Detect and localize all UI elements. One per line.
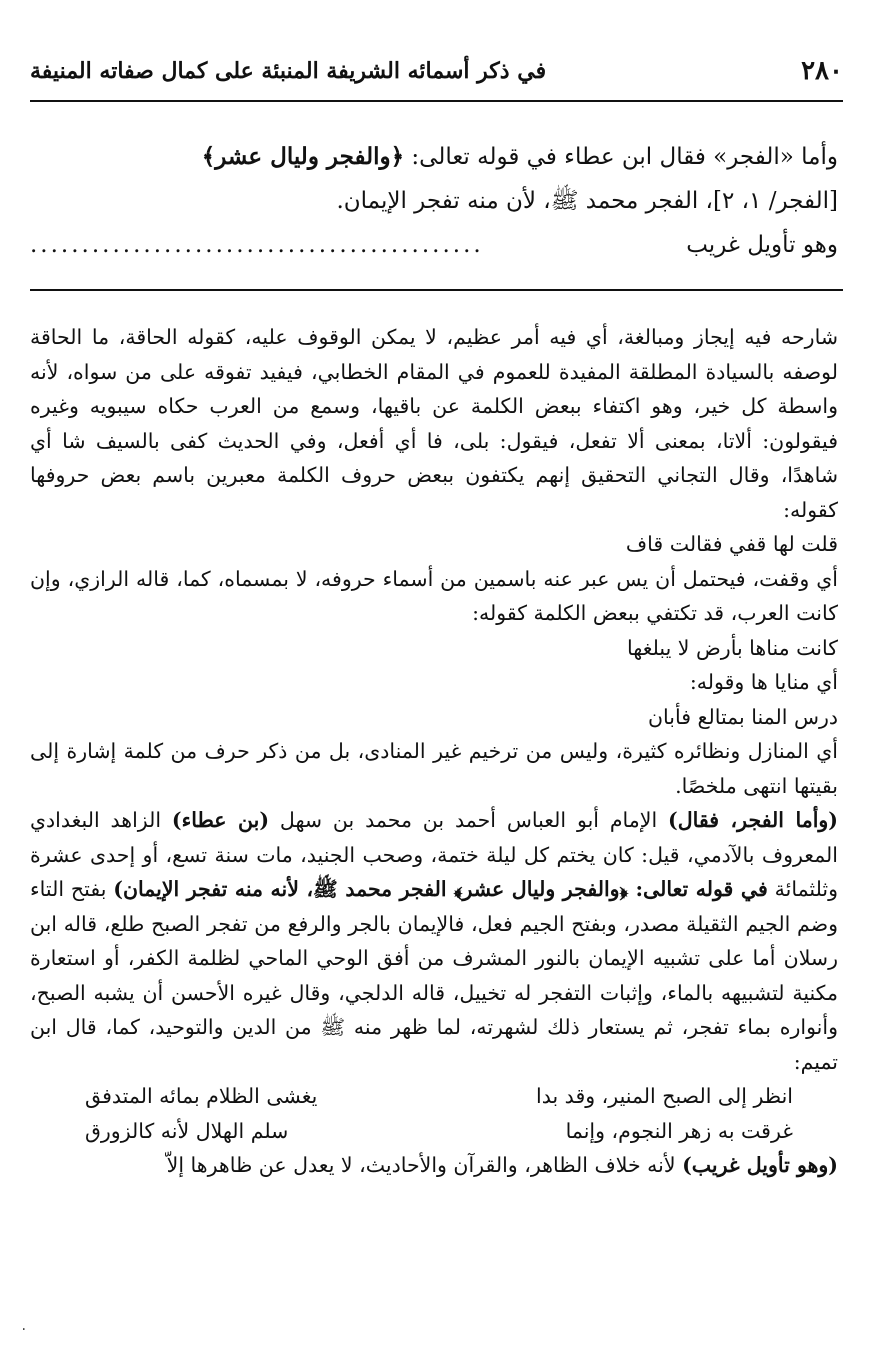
- poetry-verse: كانت مناها بأرض لا يبلغها: [627, 635, 838, 660]
- commentary-text: الإمام أبو العباس أحمد بن محمد بن سهل: [269, 808, 669, 832]
- commentary-paragraph: [30, 1148, 838, 1183]
- matn-line-2: [الفجر/ ١، ٢]، الفجر محمد ﷺ، لأن منه تفجر الإيمان.: [336, 188, 838, 214]
- poetry-verse: درس المنا بمتالع فأبان: [647, 704, 838, 729]
- separator-rule: [30, 289, 843, 291]
- commentary-text: بفتح التاء وضم الجيم الثقيلة مصدر، وبفتح الجيم فعل، فالإيمان بالجر والرفع من تفجر الصبح طلع، قاله ابن رسلان أما على تشبيه الإيمان بالنور المشرف من أفق الوحي الماحي لظلمة الكفر، أو استعارة مكنية لتشبيهه بالماء، وإثبات التفجر له تخييل، قاله الدلجي، وقال غيره الأحسن أن يشبه الصبح، وأنواره بماء تفجر، ثم يستعار ذلك لشهرته، لما ظهر منه ﷺ من الدين والتوحيد، كما، قال ابن تميم:: [30, 877, 838, 1074]
- poetry-couplet: [30, 1114, 838, 1149]
- main-text: [30, 135, 838, 267]
- poetry-couplet: [30, 1079, 838, 1114]
- lemma: في قوله تعالى: ﴿والفجر وليال عشر﴾ الفجر محمد ﷺ، لأنه منه تفجر الإيمان): [113, 877, 768, 901]
- commentary-paragraph: أي منايا ها وقوله:: [689, 670, 838, 694]
- commentary-text: الزاهد البغدادي المعروف بالآدمي، قيل: كان يختم كل ليلة ختمة، وصحب الجنيد، مات سنة تسع، أو إحدى عشرة وثلثمائة: [30, 808, 839, 901]
- matn-line-3: [30, 223, 838, 267]
- hemistich-second: يغشى الظلام بمائه المتدفق: [85, 1084, 318, 1108]
- running-header: [30, 46, 843, 96]
- commentary-paragraph: أي وقفت، فيحتمل أن يس عبر عنه باسمين من أسماء حروفه، لا بمسماه، كما، قاله الرازي، وإن كانت العرب، قد تكتفي ببعض الكلمة كقوله:: [30, 566, 838, 625]
- quran-quote: ﴿والفجر وليال عشر﴾: [201, 143, 405, 170]
- dotted-leader: ............................................: [30, 232, 484, 258]
- matn-intro: وأما «الفجر» فقال ابن عطاء في قوله تعالى:: [404, 144, 838, 170]
- hemistich-first: غرقت به زهر النجوم، وإنما: [565, 1118, 793, 1143]
- margin-mark: ٠: [20, 1321, 28, 1337]
- hemistich-second: سلم الهلال لأنه كالزورق: [85, 1118, 289, 1143]
- lemma: (وأما الفجر، فقال): [668, 808, 839, 832]
- running-title: في ذكر أسمائه الشريفة المنبئة على كمال صفاته المنيفة: [30, 58, 547, 84]
- commentary-text: لأنه خلاف الظاهر، والقرآن والأحاديث، لا يعدل عن ظاهرها إلاّ: [166, 1153, 683, 1177]
- lemma: (وهو تأويل غريب): [682, 1153, 838, 1177]
- commentary: [30, 320, 838, 1183]
- commentary-paragraph: [30, 803, 838, 1079]
- header-rule: [30, 100, 843, 102]
- commentary-paragraph: شارحه فيه إيجاز ومبالغة، أي فيه أمر عظيم، لا يمكن الوقوف عليه، كقوله الحاقة، ما الحاقة لوصفه بالسيادة المطلقة المفيدة للعموم في المقام الخطابي، فيفيد تفوقه على من سواه، لأنه واسطة كل خير، وهو اكتفاء ببعض الكلمة عن باقيها، وسمع من العرب حكاه سيبويه وغيره فيقولون: ألاتا، بمعنى ألا تفعل، فيقول: بلى، فا أي أفعل، وفي الحديث كفى بالسيف شا أي شاهدًا، وقال التجاني التحقيق إنهم يكتفون ببعض حروف الكلمة معبرين باسم بعض حروفها كقوله:: [30, 325, 838, 522]
- matn-line-1: [30, 135, 838, 179]
- commentary-paragraph: أي المنازل ونظائره كثيرة، وليس من ترخيم غير المنادى، بل من ذكر حرف من كلمة إشارة إلى بقيتها انتهى ملخصًا.: [30, 739, 838, 798]
- page-number: ٢٨٠: [801, 56, 843, 86]
- matn-closing: وهو تأويل غريب: [686, 232, 838, 258]
- lemma: (بن عطاء): [171, 808, 270, 832]
- hemistich-first: انظر إلى الصبح المنير، وقد بدا: [536, 1084, 793, 1108]
- poetry-verse: قلت لها قفي فقالت قاف: [625, 532, 838, 556]
